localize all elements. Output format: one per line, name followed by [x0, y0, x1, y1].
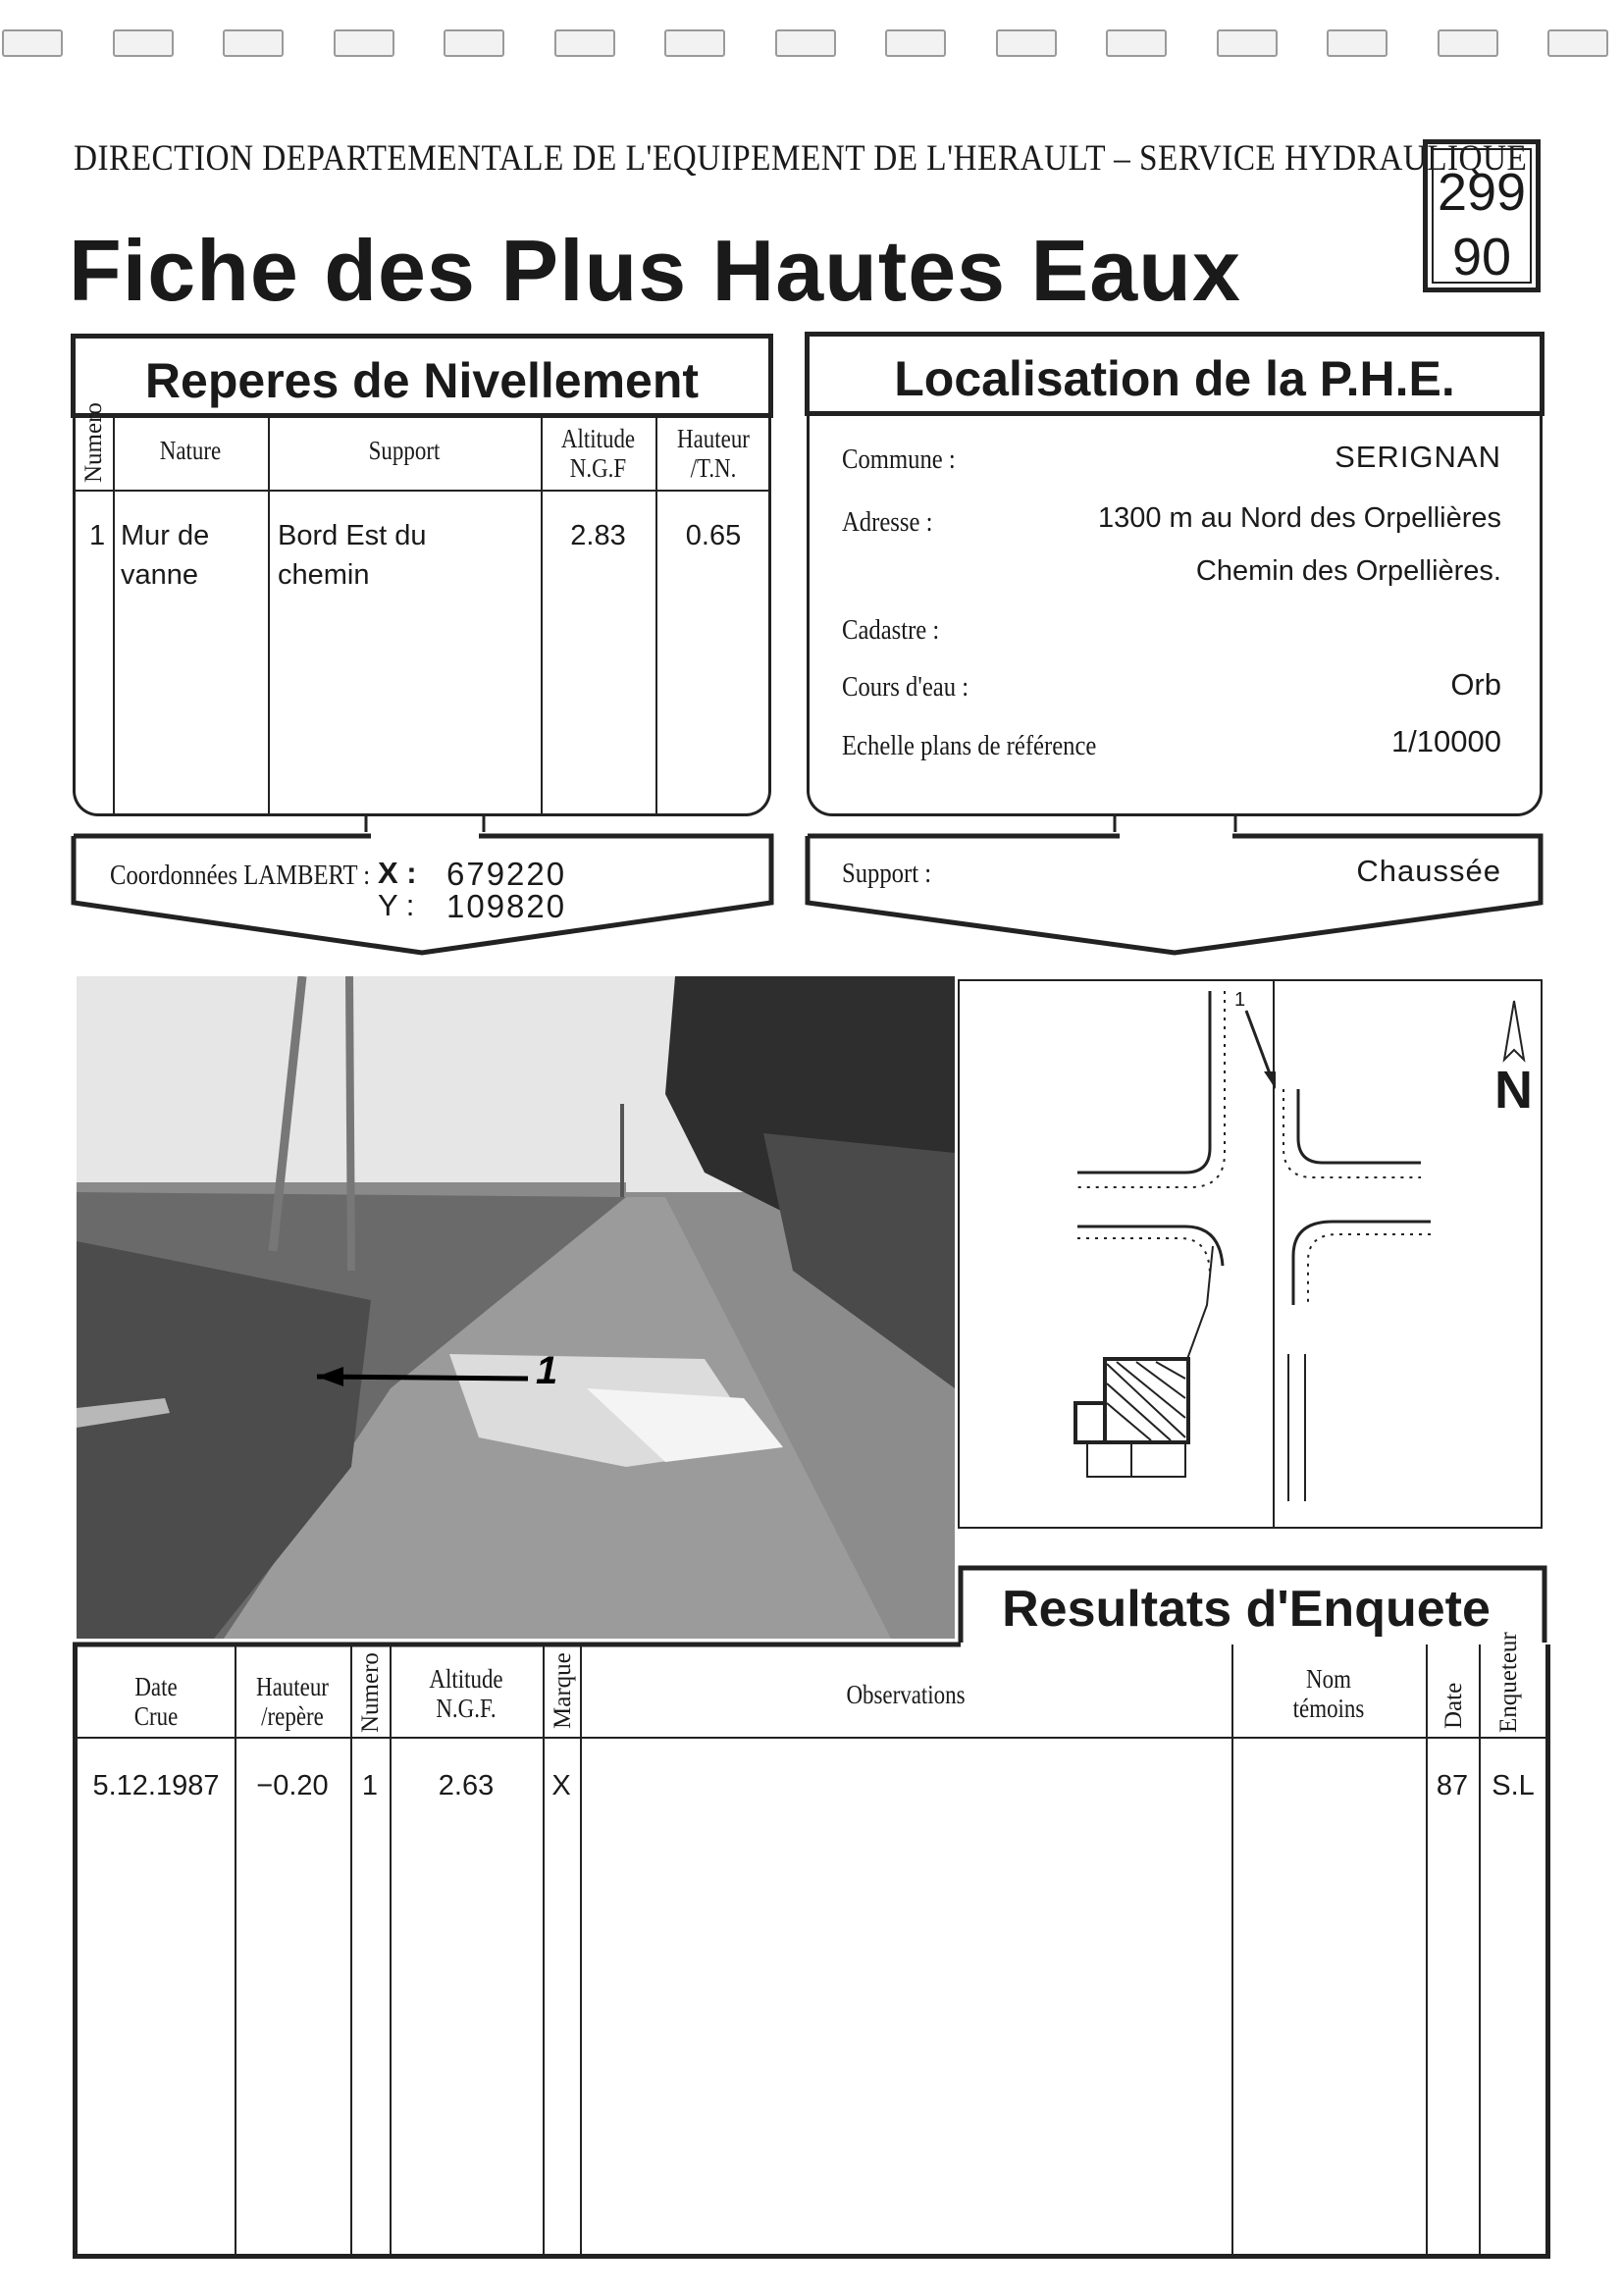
- col-numero: Numero: [80, 402, 107, 483]
- repere-support: Bord Est du chemin: [278, 520, 427, 591]
- commune-label: Commune :: [842, 444, 956, 475]
- col-altitude: Altitude N.G.F: [560, 424, 636, 483]
- binder-hole: [775, 29, 836, 57]
- photo-marker-label: 1: [536, 1349, 558, 1392]
- y-value: 109820: [446, 888, 567, 924]
- fiche-subnumber: 90: [1451, 228, 1512, 287]
- binder-hole: [1438, 29, 1498, 57]
- binder-hole: [113, 29, 174, 57]
- binder-hole: [1106, 29, 1167, 57]
- col-nature: Nature: [159, 436, 222, 465]
- result-altitude: 2.63: [438, 1770, 495, 1801]
- col-hauteur-repere: Hauteur /repère: [256, 1672, 329, 1731]
- commune-value: SERIGNAN: [1335, 440, 1501, 474]
- page-title: Fiche des Plus Hautes Eaux: [69, 222, 1241, 319]
- cadastre-label: Cadastre :: [842, 614, 940, 646]
- location-plan: [958, 979, 1543, 1529]
- col-enqueteur: Enqueteur: [1495, 1632, 1522, 1733]
- result-hauteur: −0.20: [256, 1770, 329, 1801]
- binder-hole: [2, 29, 63, 57]
- support-label: Support :: [842, 858, 932, 889]
- binder-hole: [996, 29, 1057, 57]
- north-icon: N: [1494, 1061, 1533, 1120]
- localisation-title: Localisation de la P.H.E.: [894, 351, 1455, 406]
- x-value: 679220: [446, 856, 567, 892]
- binder-hole: [1217, 29, 1278, 57]
- fiche-number-box: [1423, 139, 1541, 292]
- repere-nature: Mur de vanne: [121, 520, 210, 591]
- repere-hauteur: 0.65: [685, 520, 742, 551]
- binder-holes: [0, 29, 1623, 59]
- binder-hole: [444, 29, 504, 57]
- col-numero-result: Numero: [357, 1652, 384, 1733]
- plan-marker-label: 1: [1234, 989, 1246, 1011]
- site-photo: [77, 976, 955, 1639]
- binder-hole: [885, 29, 946, 57]
- result-date: 87: [1436, 1770, 1469, 1801]
- col-marque: Marque: [550, 1652, 576, 1729]
- result-enqueteur: S.L: [1492, 1770, 1535, 1801]
- echelle-value: 1/10000: [1390, 724, 1501, 758]
- col-date-crue: Date Crue: [133, 1672, 179, 1731]
- resultats-table: [73, 1632, 1550, 2259]
- fiche-number: 299: [1437, 163, 1527, 222]
- binder-hole: [223, 29, 284, 57]
- cours-label: Cours d'eau :: [842, 671, 969, 703]
- col-observations: Observations: [846, 1680, 966, 1709]
- repere-numero: 1: [89, 520, 106, 551]
- col-date: Date: [1440, 1682, 1467, 1729]
- binder-hole: [334, 29, 394, 57]
- y-label: Y :: [378, 888, 415, 922]
- lambert-label: Coordonnées LAMBERT :: [110, 860, 371, 891]
- adresse-line1: 1300 m au Nord des Orpellières: [1097, 502, 1501, 534]
- binder-hole: [1327, 29, 1387, 57]
- repere-altitude: 2.83: [570, 520, 626, 551]
- adresse-label: Adresse :: [842, 506, 933, 538]
- result-date-crue: 5.12.1987: [92, 1770, 220, 1801]
- binder-hole: [1547, 29, 1608, 57]
- result-numero: 1: [361, 1770, 379, 1801]
- col-hauteur: Hauteur /T.N.: [677, 424, 750, 483]
- col-support: Support: [368, 436, 441, 465]
- binder-hole: [664, 29, 725, 57]
- x-label: X :: [378, 856, 417, 890]
- reperes-title: Reperes de Nivellement: [144, 353, 700, 408]
- col-nom-temoins: Nom témoins: [1292, 1664, 1365, 1723]
- reperes-table: [73, 402, 771, 816]
- localisation-title-box: [805, 332, 1544, 416]
- cours-value: Orb: [1450, 667, 1501, 702]
- binder-hole: [554, 29, 615, 57]
- reperes-title-box: [71, 334, 773, 418]
- resultats-title: Resultats d'Enquete: [1002, 1581, 1491, 1638]
- organisation-header: DIRECTION DEPARTEMENTALE DE L'EQUIPEMENT DE L'HERAULT – SERVICE HYDRAULIQUE: [74, 138, 1528, 179]
- result-marque: X: [551, 1770, 571, 1801]
- support-value: Chaussée: [1356, 854, 1501, 888]
- adresse-line2: Chemin des Orpellières.: [1195, 555, 1501, 587]
- echelle-label: Echelle plans de référence: [842, 730, 1097, 761]
- col-altitude-result: Altitude N.G.F.: [429, 1664, 503, 1723]
